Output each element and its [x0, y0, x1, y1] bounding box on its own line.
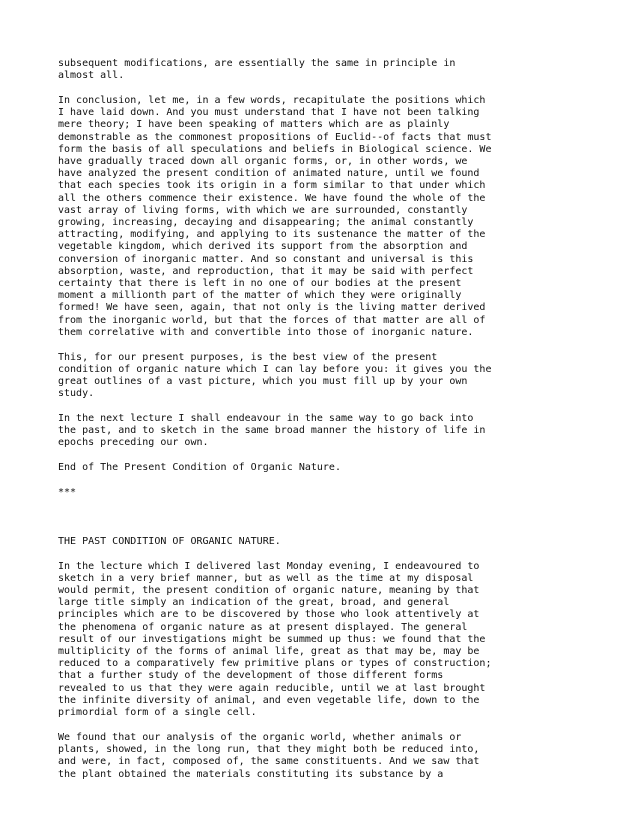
paragraph-end-note: End of The Present Condition of Organic Nature. — [58, 462, 341, 474]
paragraph-conclusion: In conclusion, let me, in a few words, recapitulate the positions which I have laid down. And you must understand that I have not been talking mere theory; I have been speaking of matters which are as plainly demonstrable as the commonest propositions of Euclid--of facts that must form the basis of all speculations and beliefs in Biological science. We have gradually traced down all organic forms, or, in other words, we have analyzed the present condition of animated nature, until we found that each species took its origin in a form similar to that under which all the others commence their existence. We have found the whole of the vast array of living forms, with which we are surrounded, constantly growing, increasing, decaying and disappearing; the animal constantly attracting, modifying, and applying to its sustenance the matter of the vegetable kingdom, which derived its support from the absorption and conversion of inorganic matter. And so constant and universal is this absorption, waste, and reproduction, that it may be said with perfect certainty that there is left in no one of our bodies at the present moment a millionth part of the matter of which they were originally formed! We have seen, again, that not only is the living matter derived from the inorganic world, but that the forces of that matter are all of them correlative with and convertible into those of inorganic nature. — [58, 95, 492, 338]
paragraph-present-view: This, for our present purposes, is the best view of the present condition of organic nature which I can lay before you: it gives you the great outlines of a vast picture, which you must fill up by your own study. — [58, 351, 492, 400]
section-title: THE PAST CONDITION OF ORGANIC NATURE. — [58, 535, 281, 547]
section-separator: *** — [58, 487, 77, 499]
document-page — [58, 58, 578, 793]
paragraph-continuation: subsequent modifications, are essentially the same in principle in almost all. — [58, 58, 456, 82]
section-gap — [58, 512, 578, 536]
paragraph-analysis: We found that our analysis of the organic world, whether animals or plants, showed, in the long run, that they might both be reduced into, and were, in fact, composed of, the same constituents. And we saw that the plant obtained the materials constituting its substance by a — [58, 731, 480, 780]
paragraph-next-lecture: In the next lecture I shall endeavour in the same way to go back into the past, and to sketch in the same broad manner the history of life in epochs preceding our own. — [58, 413, 486, 449]
paragraph-lecture-intro: In the lecture which I delivered last Monday evening, I endeavoured to sketch in a very brief manner, but as well as the time at my disposal would permit, the present condition of organic nature, meaning by that large title simply an indication of the great, broad, and general principles which are to be discovered by those who look attentively at the phenomena of organic nature as at present displayed. The general result of our investigations might be summed up thus: we found that the multiplicity of the forms of animal life, great as that may be, may be reduced to a comparatively few primitive plans or types of construction; that a further study of the development of those different forms revealed to us that they were again reducible, until we at last brought the infinite diversity of animal, and even vegetable life, down to the primordial form of a single cell. — [58, 560, 492, 719]
